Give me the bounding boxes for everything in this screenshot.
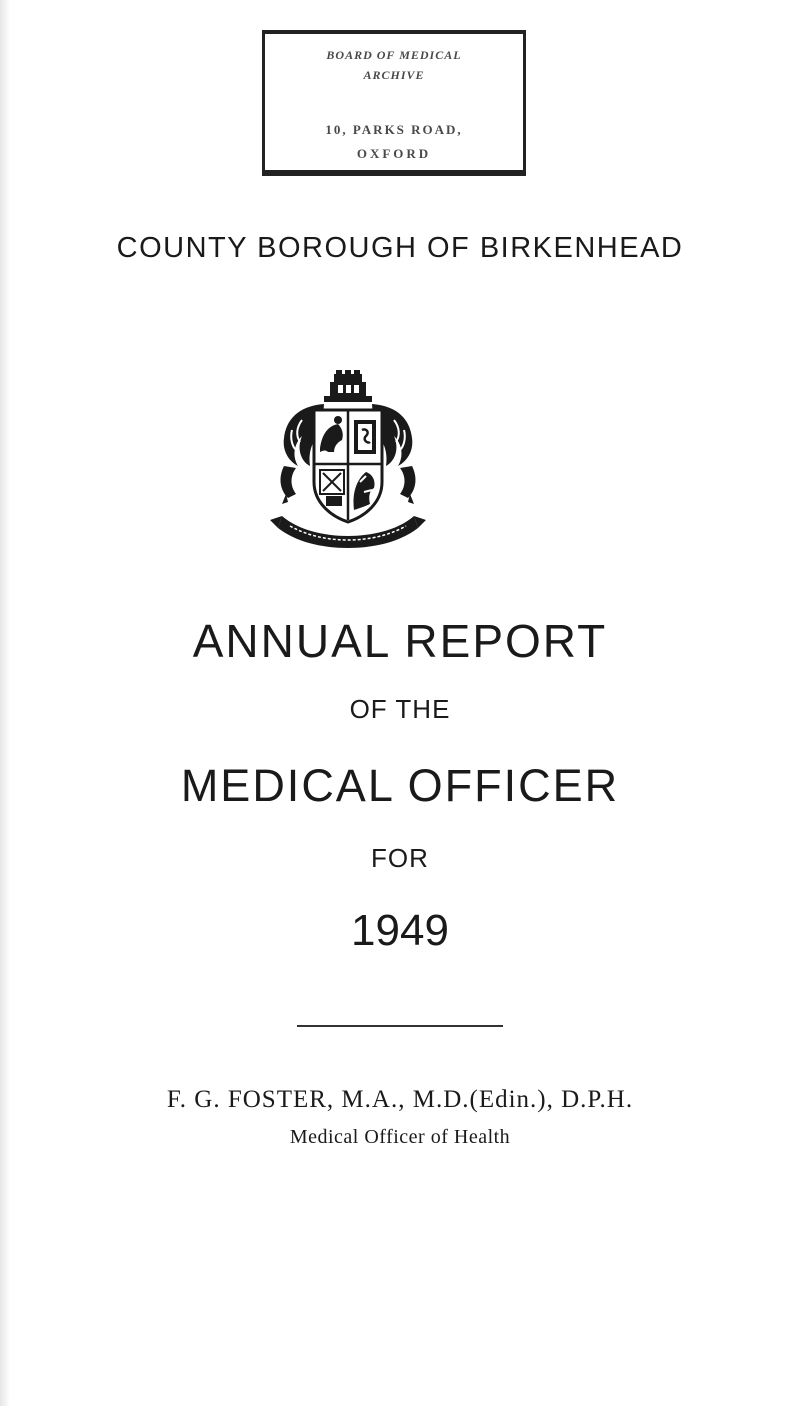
title-medical-officer: MEDICAL OFFICER [180, 760, 620, 811]
stamp-line-3: 10, PARKS ROAD, [325, 122, 463, 137]
report-year: 1949 [351, 906, 449, 955]
title-of-the: OF THE [349, 694, 451, 724]
author-name: F. G. FOSTER, M.A., M.D.(Edin.), D.P.H. [166, 1086, 634, 1113]
title-annual-report: ANNUAL REPORT [192, 615, 608, 667]
stamp-line-1: BOARD OF MEDICAL [326, 48, 462, 62]
county-heading: COUNTY BOROUGH OF BIRKENHEAD [116, 232, 684, 264]
stamp-line-2: ARCHIVE [363, 68, 425, 82]
borough-crest-icon [268, 370, 428, 550]
author-role: Medical Officer of Health [289, 1126, 511, 1148]
divider-rule [297, 1025, 503, 1027]
title-for: FOR [371, 843, 429, 873]
library-stamp [262, 30, 526, 176]
stamp-line-4: OXFORD [356, 146, 432, 161]
